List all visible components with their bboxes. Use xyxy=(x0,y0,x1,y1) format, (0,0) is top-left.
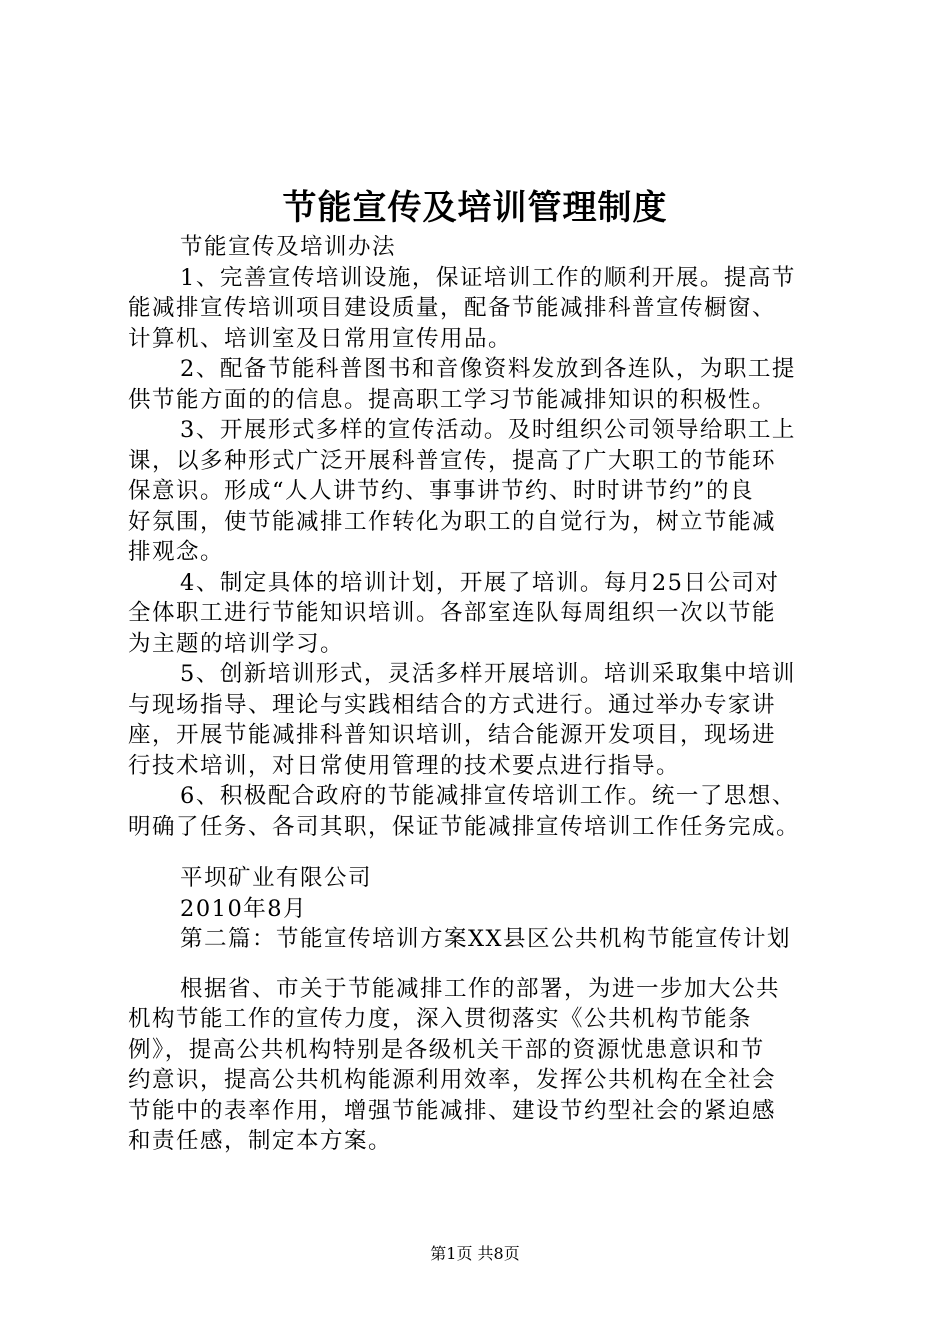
paragraph-7-line-2: 机构节能工作的宣传力度，深入贯彻落实《公共机构节能条 xyxy=(128,1006,753,1032)
paragraph-7-line-3: 例》，提高公共机构特别是各级机关干部的资源忧患意识和节 xyxy=(128,1036,765,1063)
company-name: 平坝矿业有限公司 xyxy=(180,865,373,891)
paragraph-3-line-4: 好氛围，使节能减排工作转化为职工的自觉行为，树立节能减 xyxy=(128,508,777,535)
paragraph-5-line-2: 与现场指导、理论与实践相结合的方式进行。通过举办专家讲 xyxy=(128,691,777,718)
paragraph-7-line-1: 根据省、市关于节能减排工作的部署，为进一步加大公共 xyxy=(180,975,781,1002)
paragraph-5-line-4: 行技术培训，对日常使用管理的技术要点进行指导。 xyxy=(128,752,681,779)
page-number-footer: 第1页 共8页 xyxy=(430,1244,520,1263)
document-date: 2010年8月 xyxy=(180,895,308,922)
paragraph-1-line-1: 1、完善宣传培训设施，保证培训工作的顺利开展。提高节 xyxy=(180,264,796,291)
paragraph-3-line-2: 课，以多种形式广泛开展科普宣传，提高了广大职工的节能环 xyxy=(128,447,777,474)
paragraph-4-line-2: 全体职工进行节能知识培训。各部室连队每周组织一次以节能 xyxy=(128,600,777,626)
document-title: 节能宣传及培训管理制度 xyxy=(282,188,668,228)
paragraph-2-line-2: 供节能方面的的信息。提高职工学习节能减排知识的积极性。 xyxy=(128,386,777,413)
paragraph-4-line-3: 为主题的培训学习。 xyxy=(128,630,345,657)
document-body xyxy=(128,232,836,1157)
paragraph-3-line-1: 3、开展形式多样的宣传活动。及时组织公司领导给职工上 xyxy=(180,417,796,443)
paragraph-6-line-2: 明确了任务、各司其职，保证节能减排宣传培训工作任务完成。 xyxy=(128,813,801,840)
paragraph-3-line-5: 排观念。 xyxy=(128,539,225,565)
subtitle-line: 节能宣传及培训办法 xyxy=(180,234,397,260)
paragraph-5-line-1: 5、创新培训形式，灵活多样开展培训。培训采取集中培训 xyxy=(180,661,796,687)
spacer xyxy=(128,955,836,974)
paragraph-6-line-1: 6、积极配合政府的节能减排宣传培训工作。统一了思想、 xyxy=(180,783,796,809)
paragraph-7-line-6: 和责任感，制定本方案。 xyxy=(128,1128,393,1154)
paragraph-3-line-3: 保意识。形成“人人讲节约、事事讲节约、时时讲节约”的良 xyxy=(128,478,755,504)
paragraph-1-line-3: 计算机、培训室及日常用宣传用品。 xyxy=(128,325,513,352)
paragraph-7-line-4: 约意识，提高公共机构能源利用效率，发挥公共机构在全社会 xyxy=(128,1067,777,1093)
second-article-heading: 第二篇：节能宣传培训方案XX县区公共机构节能宣传计划 xyxy=(180,926,792,952)
paragraph-5-line-3: 座，开展节能减排科普知识培训，结合能源开发项目，现场进 xyxy=(128,722,777,748)
paragraph-2-line-1: 2、配备节能科普图书和音像资料发放到各连队，为职工提 xyxy=(180,356,796,382)
paragraph-4-line-1: 4、制定具体的培训计划，开展了培训。每月25日公司对 xyxy=(180,569,780,596)
paragraph-7-line-5: 节能中的表率作用，增强节能减排、建设节约型社会的紧迫感 xyxy=(128,1097,777,1124)
spacer xyxy=(128,842,836,863)
paragraph-1-line-2: 能减排宣传培训项目建设质量，配备节能减排科普宣传橱窗、 xyxy=(128,295,777,321)
